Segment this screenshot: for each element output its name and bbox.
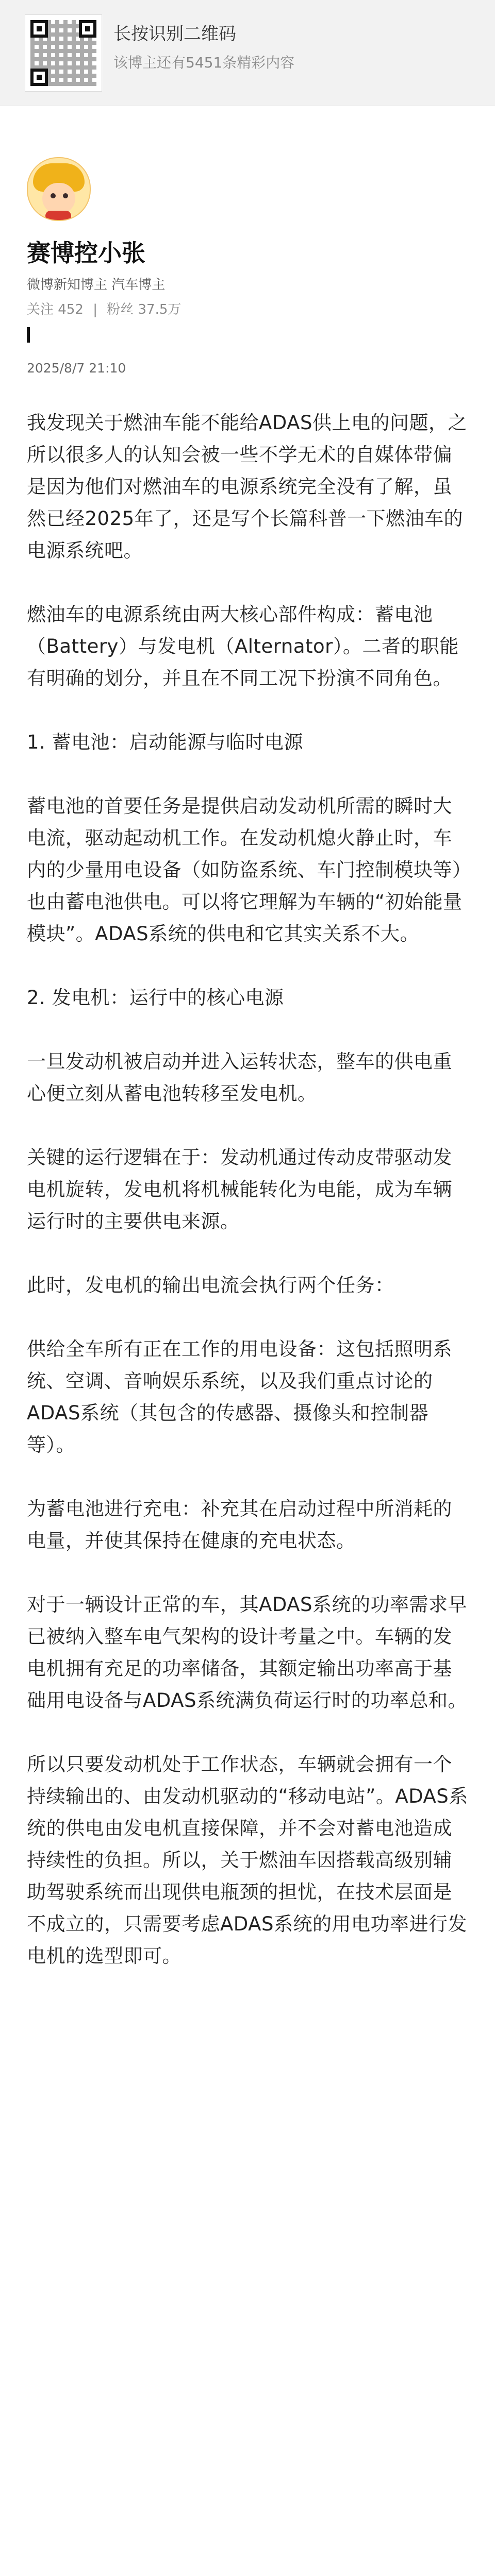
post-paragraph: 一旦发动机被启动并进入运转状态，整车的供电重心便立刻从蓄电池转移至发电机。: [27, 1050, 452, 1105]
qr-finder: [79, 20, 96, 38]
qr-finder: [30, 69, 48, 86]
following-label: 关注: [27, 302, 54, 317]
post-paragraph: 我发现关于燃油车能不能给ADAS供上电的问题，之所以很多人的认知会被一些不学无术的自媒体带偏是因为他们对燃油车的电源系统完全没有了解，虽然已经2025年了，还是写个长篇科普一下燃油车的电源系统吧。: [27, 412, 467, 562]
qr-code[interactable]: [25, 14, 102, 92]
qr-banner-title: 长按识别二维码: [113, 24, 236, 44]
avatar-face: [42, 183, 75, 214]
author-verification: 微博新知博主 汽车博主: [27, 277, 166, 293]
followers-label: 粉丝: [107, 302, 134, 317]
top-qr-banner: [0, 0, 495, 106]
post-heading: 2. 发电机：运行中的核心电源: [27, 987, 284, 1009]
qr-finder: [30, 20, 48, 38]
avatar-bow: [45, 211, 71, 221]
post-paragraph: 蓄电池的首要任务是提供启动发动机所需的瞬时大电流，驱动起动机工作。在发动机熄火静止时，车内的少量用电设备（如防盗系统、车门控制模块等）也由蓄电池供电。可以将它理解为车辆的“初始能量模块”。ADAS系统的供电和它其实关系不大。: [27, 795, 463, 945]
avatar-eye: [51, 193, 56, 198]
author-stats: [27, 299, 181, 318]
post-body: [27, 407, 468, 2004]
stats-separator: |: [93, 302, 97, 317]
qr-banner-subtitle: 该博主还有5451条精彩内容: [113, 54, 295, 71]
post-paragraph: 关键的运行逻辑在于：发动机通过传动皮带驱动发电机旋转，发电机将机械能转化为电能，成为车辆运行时的主要供电来源。: [27, 1146, 452, 1232]
post-date: 2025/8/7 21:10: [27, 361, 126, 376]
author-name[interactable]: 赛博控小张: [27, 239, 145, 267]
post-paragraph: 燃油车的电源系统由两大核心部件构成：蓄电池（Battery）与发电机（Alternator）。二者的职能有明确的划分，并且在不同工况下扮演不同角色。: [27, 603, 459, 689]
post-paragraph: 为蓄电池进行充电：补充其在启动过程中所消耗的电量，并使其保持在健康的充电状态。: [27, 1498, 452, 1552]
avatar-eye: [63, 193, 68, 198]
section-marker: [27, 327, 30, 343]
post-paragraph: 对于一辆设计正常的车，其ADAS系统的功率需求早已被纳入整车电气架构的设计考量之中。车辆的发电机拥有充足的功率储备，其额定输出功率高于基础用电设备与ADAS系统满负荷运行时的功率总和。: [27, 1594, 467, 1711]
post-paragraph: 所以只要发动机处于工作状态，车辆就会拥有一个持续输出的、由发动机驱动的“移动电站”。ADAS系统的供电由发电机直接保障，并不会对蓄电池造成持续性的负担。所以，关于燃油车因搭载高级别辅助驾驶系统而出现供电瓶颈的担忧，在技术层面是不成立的，只需要考虑ADAS系统的用电功率进行发电机的选型即可。: [27, 1753, 468, 1967]
post-paragraph: 此时，发电机的输出电流会执行两个任务：: [27, 1274, 394, 1296]
avatar[interactable]: [27, 157, 91, 221]
post-heading: 1. 蓄电池：启动能源与临时电源: [27, 731, 304, 753]
post-paragraph: 供给全车所有正在工作的用电设备：这包括照明系统、空调、音响娱乐系统，以及我们重点讨论的ADAS系统（其包含的传感器、摄像头和控制器等）。: [27, 1338, 452, 1456]
following-count: 452: [58, 302, 84, 317]
followers-count: 37.5万: [138, 302, 182, 317]
